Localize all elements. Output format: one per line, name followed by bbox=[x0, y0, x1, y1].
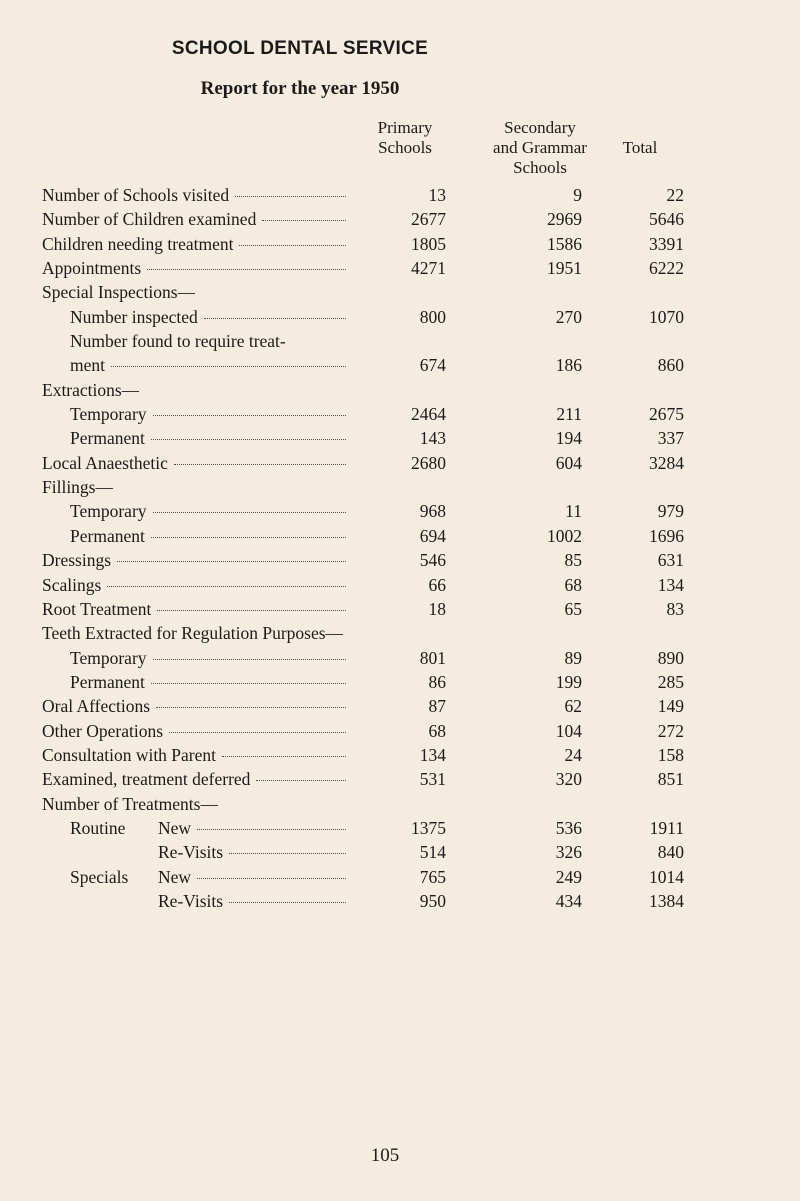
column-header-line: Schools bbox=[378, 138, 432, 157]
table-row bbox=[42, 232, 682, 256]
row-label bbox=[42, 767, 349, 791]
cell-total: 631 bbox=[657, 550, 684, 571]
dot-leader bbox=[197, 829, 346, 830]
row-label bbox=[158, 840, 349, 864]
table-row bbox=[42, 402, 682, 426]
cell-secondary: 1586 bbox=[547, 233, 582, 254]
table-row bbox=[42, 256, 682, 280]
row-label bbox=[42, 694, 349, 718]
row-group-label: Specials bbox=[70, 866, 129, 887]
row-label bbox=[42, 451, 349, 475]
row-label-text: Number of Schools visited bbox=[42, 185, 230, 205]
cell-primary: 674 bbox=[419, 355, 446, 376]
cell-secondary: 536 bbox=[555, 817, 582, 838]
cell-secondary: 1951 bbox=[547, 258, 582, 279]
table-row bbox=[42, 621, 682, 645]
table-row bbox=[42, 207, 682, 231]
cell-primary: 2677 bbox=[411, 209, 446, 230]
dot-leader bbox=[153, 415, 346, 416]
cell-total: 2675 bbox=[649, 404, 684, 425]
cell-total: 1911 bbox=[649, 817, 684, 838]
cell-primary: 546 bbox=[419, 550, 446, 571]
row-label bbox=[42, 475, 113, 499]
dot-leader bbox=[235, 196, 346, 197]
row-label bbox=[70, 426, 349, 450]
cell-total: 851 bbox=[657, 769, 684, 790]
cell-primary: 1375 bbox=[411, 817, 446, 838]
cell-secondary: 24 bbox=[564, 744, 582, 765]
row-label bbox=[42, 573, 349, 597]
cell-secondary: 186 bbox=[555, 355, 582, 376]
cell-total: 5646 bbox=[649, 209, 684, 230]
cell-primary: 18 bbox=[428, 598, 446, 619]
dot-leader bbox=[262, 220, 346, 221]
row-label-text: Number found to require treat- bbox=[70, 331, 286, 352]
cell-secondary: 211 bbox=[556, 404, 582, 425]
dot-leader bbox=[151, 439, 346, 440]
cell-total: 22 bbox=[666, 185, 684, 205]
dot-leader bbox=[157, 610, 346, 611]
dot-leader bbox=[169, 732, 346, 733]
dot-leader bbox=[117, 561, 346, 562]
table-row bbox=[42, 865, 682, 889]
row-label bbox=[42, 548, 349, 572]
row-label-text: Temporary bbox=[70, 647, 147, 668]
row-label-text: Appointments bbox=[42, 258, 142, 279]
table-row bbox=[42, 329, 682, 353]
table-row bbox=[42, 597, 682, 621]
row-label-text: Other Operations bbox=[42, 720, 164, 741]
cell-secondary: 104 bbox=[555, 720, 582, 741]
row-label-text: Permanent bbox=[70, 671, 145, 692]
dot-leader bbox=[174, 464, 346, 465]
row-label bbox=[42, 378, 139, 402]
cell-secondary: 434 bbox=[555, 890, 582, 911]
cell-primary: 694 bbox=[419, 525, 446, 546]
row-label bbox=[70, 499, 349, 523]
dot-leader bbox=[151, 683, 346, 684]
row-label-text: Number of Children examined bbox=[42, 209, 257, 230]
row-label bbox=[42, 597, 349, 621]
cell-primary: 950 bbox=[419, 890, 446, 911]
column-header-line: Secondary bbox=[504, 118, 576, 137]
dot-leader bbox=[229, 853, 346, 854]
row-label-text: Scalings bbox=[42, 574, 102, 595]
table-row bbox=[42, 792, 682, 816]
table-row bbox=[42, 646, 682, 670]
cell-primary: 765 bbox=[419, 866, 446, 887]
cell-total: 337 bbox=[657, 428, 684, 449]
row-label-text: Examined, treatment deferred bbox=[42, 769, 251, 790]
table-row bbox=[42, 694, 682, 718]
cell-total: 158 bbox=[657, 744, 684, 765]
column-header-secondary bbox=[470, 118, 610, 178]
table-row bbox=[42, 280, 682, 304]
row-label bbox=[42, 256, 349, 280]
cell-primary: 4271 bbox=[411, 258, 446, 279]
table-row bbox=[42, 378, 682, 402]
report-table bbox=[42, 183, 682, 913]
row-label bbox=[158, 865, 349, 889]
cell-total: 1384 bbox=[649, 890, 684, 911]
cell-total: 1014 bbox=[649, 866, 684, 887]
row-label-text: Re-Visits bbox=[158, 890, 224, 911]
report-subtitle: Report for the year 1950 bbox=[200, 78, 400, 99]
cell-secondary: 65 bbox=[564, 598, 582, 619]
row-label bbox=[42, 719, 349, 743]
row-label-text: Temporary bbox=[70, 501, 147, 522]
row-label-text: Permanent bbox=[70, 525, 145, 546]
cell-primary: 66 bbox=[428, 574, 446, 595]
table-row bbox=[42, 475, 682, 499]
row-label-text: ment bbox=[70, 355, 105, 376]
cell-secondary: 89 bbox=[564, 647, 582, 668]
table-row bbox=[42, 548, 682, 572]
cell-secondary: 9 bbox=[573, 185, 582, 205]
row-label bbox=[42, 621, 343, 645]
cell-secondary: 194 bbox=[555, 428, 582, 449]
dot-leader bbox=[197, 878, 346, 879]
cell-primary: 134 bbox=[419, 744, 446, 765]
column-header-total bbox=[610, 138, 670, 158]
cell-secondary: 604 bbox=[555, 452, 582, 473]
cell-primary: 2680 bbox=[411, 452, 446, 473]
table-row bbox=[42, 816, 682, 840]
row-label bbox=[42, 207, 349, 231]
row-label-text: Permanent bbox=[70, 428, 145, 449]
row-label-text: Children needing treatment bbox=[42, 233, 234, 254]
row-label-text: Consultation with Parent bbox=[42, 744, 217, 765]
cell-total: 83 bbox=[666, 598, 684, 619]
cell-secondary: 320 bbox=[555, 769, 582, 790]
dot-leader bbox=[151, 537, 346, 538]
dot-leader bbox=[229, 902, 346, 903]
cell-primary: 1805 bbox=[411, 233, 446, 254]
row-label-text: Root Treatment bbox=[42, 598, 152, 619]
cell-total: 890 bbox=[657, 647, 684, 668]
cell-total: 134 bbox=[657, 574, 684, 595]
dot-leader bbox=[239, 245, 346, 246]
table-row bbox=[42, 305, 682, 329]
table-row bbox=[42, 719, 682, 743]
table-row bbox=[42, 670, 682, 694]
dot-leader bbox=[156, 707, 346, 708]
row-label-text: Special Inspections— bbox=[42, 282, 196, 303]
cell-primary: 86 bbox=[428, 671, 446, 692]
column-header-line: Primary bbox=[377, 118, 433, 137]
column-header-primary bbox=[355, 118, 455, 158]
table-row bbox=[42, 889, 682, 913]
row-label bbox=[42, 743, 349, 767]
cell-total: 979 bbox=[657, 501, 684, 522]
cell-primary: 801 bbox=[419, 647, 446, 668]
row-label-text: New bbox=[158, 817, 192, 838]
row-label-text: Teeth Extracted for Regulation Purposes— bbox=[42, 623, 344, 644]
row-label bbox=[42, 183, 349, 207]
row-label-text: New bbox=[158, 866, 192, 887]
cell-primary: 13 bbox=[428, 185, 446, 205]
table-row bbox=[42, 743, 682, 767]
table-row bbox=[42, 451, 682, 475]
page-title: SCHOOL DENTAL SERVICE bbox=[171, 38, 429, 59]
row-label-text: Local Anaesthetic bbox=[42, 452, 168, 473]
row-label bbox=[70, 670, 349, 694]
row-label bbox=[42, 232, 349, 256]
cell-secondary: 249 bbox=[555, 866, 582, 887]
cell-primary: 800 bbox=[419, 306, 446, 327]
row-label-text: Dressings bbox=[42, 550, 112, 571]
cell-total: 285 bbox=[657, 671, 684, 692]
cell-primary: 68 bbox=[428, 720, 446, 741]
cell-primary: 514 bbox=[419, 842, 446, 863]
cell-total: 860 bbox=[657, 355, 684, 376]
cell-total: 3284 bbox=[649, 452, 684, 473]
row-label bbox=[158, 816, 349, 840]
row-label bbox=[70, 329, 286, 353]
column-header-line: Total bbox=[622, 138, 658, 157]
row-label bbox=[42, 280, 195, 304]
dot-leader bbox=[153, 659, 346, 660]
column-header-line: Schools bbox=[513, 158, 567, 177]
row-label-text: Number inspected bbox=[70, 306, 198, 327]
cell-secondary: 62 bbox=[564, 696, 582, 717]
cell-total: 1696 bbox=[649, 525, 684, 546]
cell-total: 6222 bbox=[649, 258, 684, 279]
column-header-line: and Grammar bbox=[493, 138, 587, 157]
cell-secondary: 2969 bbox=[547, 209, 582, 230]
cell-secondary: 199 bbox=[555, 671, 582, 692]
table-row bbox=[42, 499, 682, 523]
dot-leader bbox=[256, 780, 346, 781]
table-row bbox=[42, 573, 682, 597]
row-label bbox=[70, 402, 349, 426]
dot-leader bbox=[107, 586, 346, 587]
cell-primary: 968 bbox=[419, 501, 446, 522]
table-row bbox=[42, 183, 682, 207]
dot-leader bbox=[147, 269, 346, 270]
row-label bbox=[70, 353, 349, 377]
cell-secondary: 326 bbox=[555, 842, 582, 863]
dot-leader bbox=[204, 318, 346, 319]
row-label bbox=[70, 305, 349, 329]
row-label-text: Number of Treatments— bbox=[42, 793, 218, 814]
table-row bbox=[42, 840, 682, 864]
table-row bbox=[42, 353, 682, 377]
page-number: 105 bbox=[370, 1145, 400, 1166]
row-label-text: Fillings— bbox=[42, 477, 113, 498]
dot-leader bbox=[153, 512, 346, 513]
row-label-text: Temporary bbox=[70, 404, 147, 425]
cell-total: 272 bbox=[657, 720, 684, 741]
cell-secondary: 11 bbox=[565, 501, 582, 522]
cell-total: 1070 bbox=[649, 306, 684, 327]
row-label-text: Oral Affections bbox=[42, 696, 151, 717]
row-label bbox=[158, 889, 349, 913]
cell-secondary: 68 bbox=[564, 574, 582, 595]
cell-total: 840 bbox=[657, 842, 684, 863]
table-row bbox=[42, 524, 682, 548]
dot-leader bbox=[222, 756, 346, 757]
cell-secondary: 270 bbox=[555, 306, 582, 327]
row-label-text: Extractions— bbox=[42, 379, 140, 400]
table-row bbox=[42, 767, 682, 791]
cell-secondary: 1002 bbox=[547, 525, 582, 546]
cell-primary: 143 bbox=[419, 428, 446, 449]
cell-primary: 531 bbox=[419, 769, 446, 790]
row-group-label: Routine bbox=[70, 817, 126, 838]
row-label bbox=[70, 646, 349, 670]
cell-total: 149 bbox=[657, 696, 684, 717]
cell-primary: 2464 bbox=[411, 404, 446, 425]
dot-leader bbox=[111, 366, 346, 367]
cell-total: 3391 bbox=[649, 233, 684, 254]
cell-secondary: 85 bbox=[564, 550, 582, 571]
row-label bbox=[70, 524, 349, 548]
cell-primary: 87 bbox=[428, 696, 446, 717]
row-label-text: Re-Visits bbox=[158, 842, 224, 863]
table-row bbox=[42, 426, 682, 450]
row-label bbox=[42, 792, 218, 816]
